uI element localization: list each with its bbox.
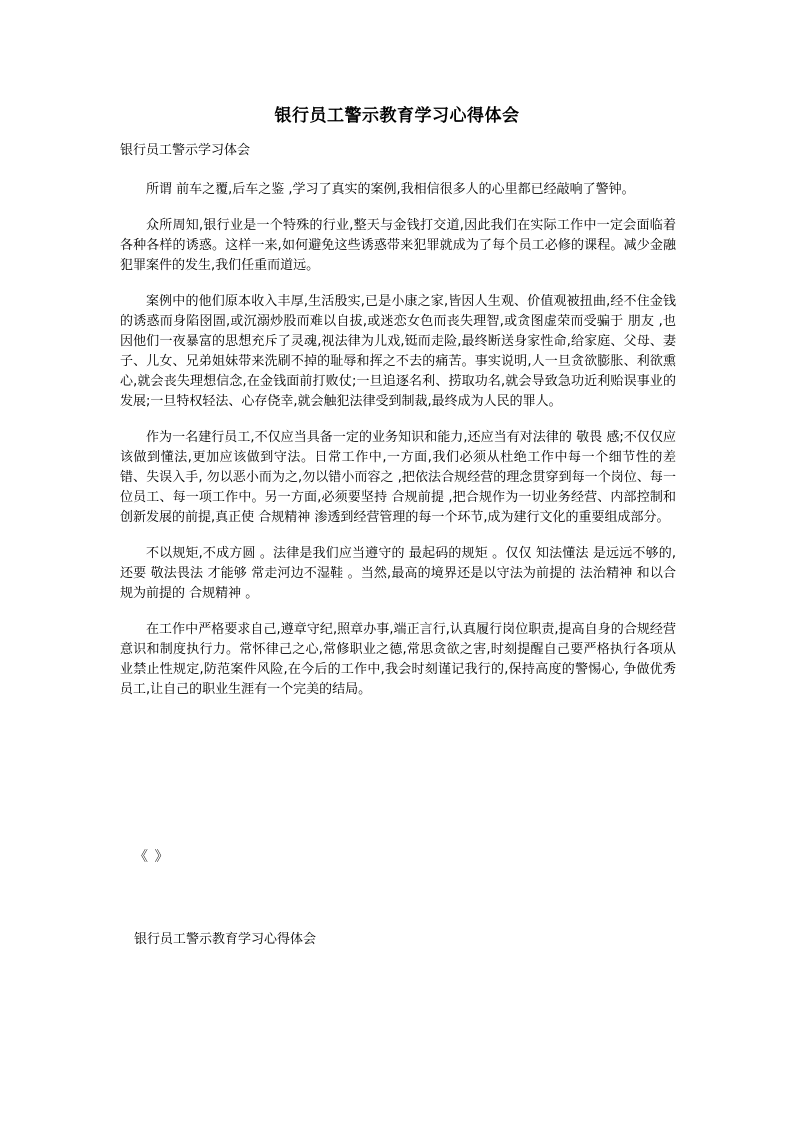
paragraph-cases: 案例中的他们原本收入丰厚,生活殷实,已是小康之家,皆因人生观、价值观被扭曲,经不住金钱的诱惑而身陷囹圄,或沉溺炒股而难以自拔,或迷恋女色而丧失理智,或贪图虚荣而受骗于 朋友 ,也因他们一夜暴富的思想充斥了灵魂,视法律为儿戏,铤而走险,最终断送身家性命,给家庭、父母、妻子、儿女、兄弟姐妹带来洗刷不掉的耻辱和挥之不去的痛苦。事实说明,人一旦贪欲膨胀、利欲熏心,就会丧失理想信念,在金钱面前打败仗;一旦追逐名利、捞取功名,就会导致急功近利贻误事业的发展;一旦特权轻法、心存侥幸,就会触犯法律受到制裁,最终成为人民的罪人。 bbox=[120, 294, 676, 409]
page-nav-arrows[interactable]: 《 》 bbox=[134, 849, 170, 865]
document-title: 银行员工警示教育学习心得体会 bbox=[274, 106, 520, 126]
paragraph-industry: 众所周知,银行业是一个特殊的行业,整天与金钱打交道,因此我们在实际工作中一定会面临着各种各样的诱惑。这样一来,如何避免这些诱惑带来犯罪就成为了每个员工必修的课程。减少金融犯罪案件的发生,我们任重而道远。 bbox=[120, 218, 676, 273]
paragraph-rules: 不以规矩,不成方圆 。法律是我们应当遵守的 最起码的规矩 。仅仅 知法懂法 是远远不够的,还要 敬法畏法 才能够 常走河边不湿鞋 。当然,最高的境界还是以守法为前提的 法治精神 和以合规为前提的 合规精神 。 bbox=[120, 546, 676, 601]
document-subtitle: 银行员工警示学习体会 bbox=[120, 143, 251, 158]
paragraph-duty: 作为一名建行员工,不仅应当具备一定的业务知识和能力,还应当有对法律的 敬畏 感;不仅仅应该做到懂法,更加应该做到守法。日常工作中,一方面,我们必须从杜绝工作中每一个细节性的差错、失误入手, 勿以恶小而为之,勿以错小而容之 ,把依法合规经营的理念贯穿到每一个岗位、每一位员工、每一项工作中。另一方面,必须要坚持 合规前提 ,把合规作为一切业务经营、内部控制和创新发展的前提,真正使 合规精神 渗透到经营管理的每一个环节,成为建行文化的重要组成部分。 bbox=[120, 430, 676, 525]
paragraph-intro: 所谓 前车之覆,后车之鉴 ,学习了真实的案例,我相信很多人的心里都已经敲响了警钟。 bbox=[146, 182, 635, 197]
footer-title: 银行员工警示教育学习心得体会 bbox=[134, 932, 317, 947]
paragraph-conclusion: 在工作中严格要求自己,遵章守纪,照章办事,端正言行,认真履行岗位职责,提高自身的合规经营意识和制度执行力。常怀律己之心,常修职业之德,常思贪欲之害,时刻提醒自己要严格执行各项从业禁止性规定,防范案件风险,在今后的工作中,我会时刻谨记我行的,保持高度的警惕心, 争做优秀员工,让自己的职业生涯有一个完美的结局。 bbox=[120, 622, 676, 697]
document-body bbox=[120, 180, 676, 716]
